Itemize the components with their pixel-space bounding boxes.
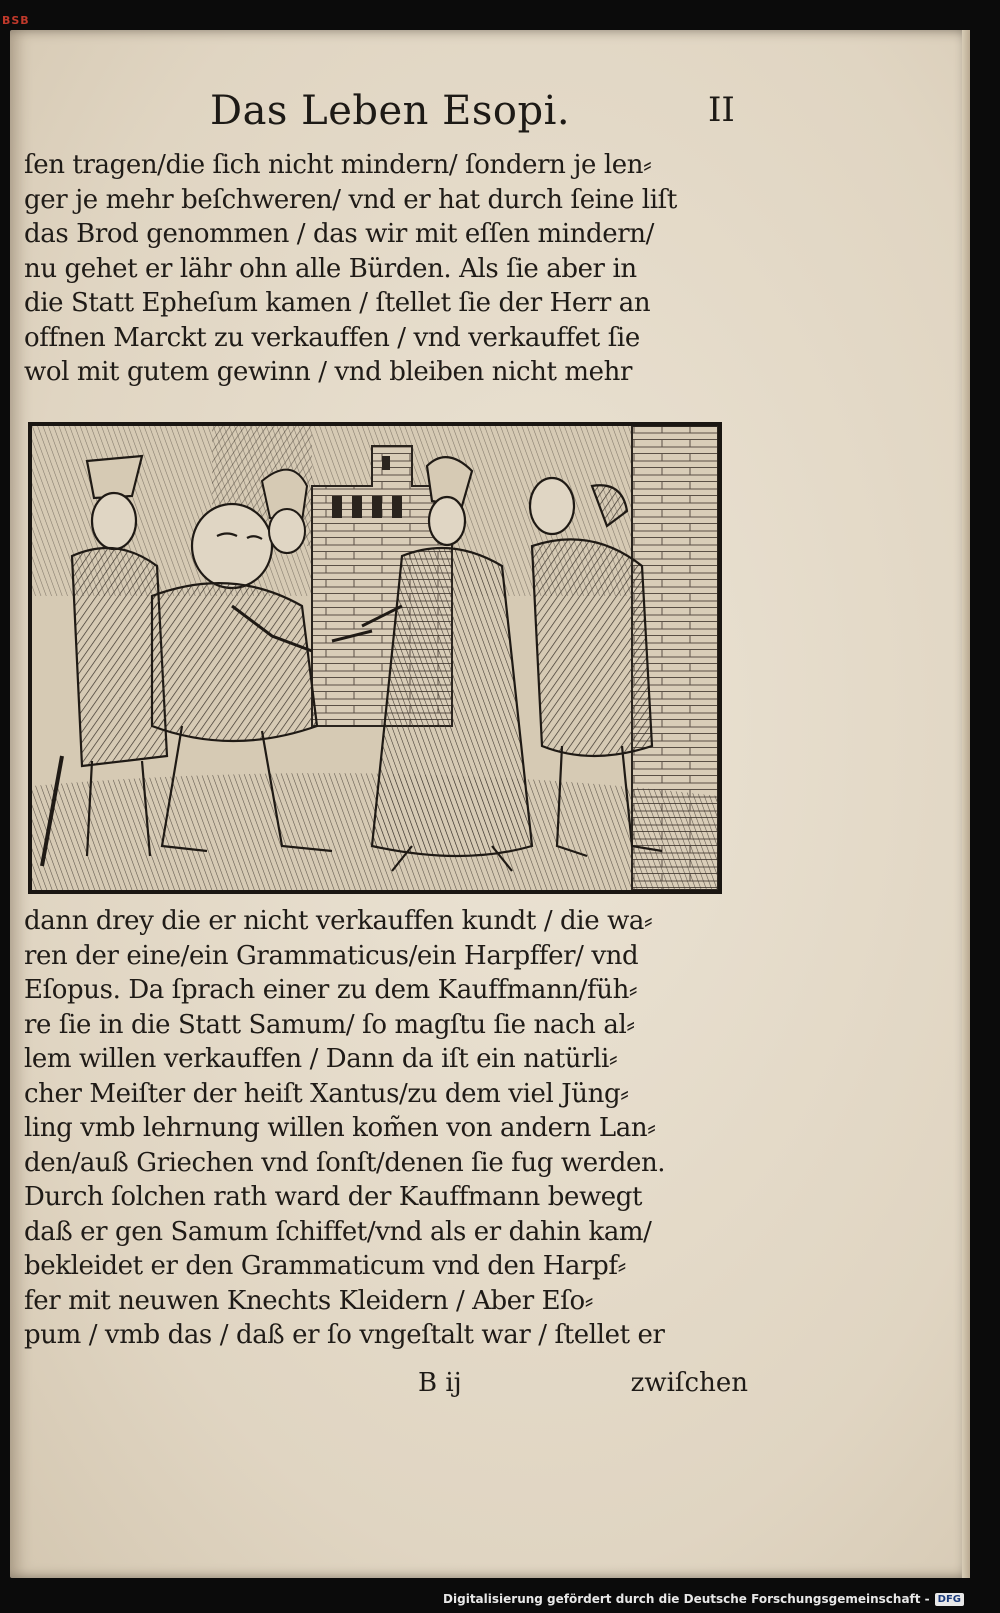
page-edge (962, 30, 970, 1578)
text-line: Eſopus. Da ſprach einer zu dem Kauffmann/füh⸗ (24, 975, 638, 1005)
running-head: Das Leben Esopi. (210, 88, 571, 134)
library-mark: BSB (2, 14, 30, 27)
text-line: Durch ſolchen rath ward der Kauffmann bewegt (24, 1182, 643, 1212)
text-line: die Statt Epheſum kamen / ſtellet ſie der Herr an (24, 288, 651, 318)
text-line: den/auß Griechen vnd ſonſt/denen ſie fug werden. (24, 1147, 666, 1178)
digitization-credit (443, 1592, 964, 1606)
book-page (10, 30, 970, 1578)
text-line: daß er gen Samum ſchiffet/vnd als er dahin kam/ (24, 1216, 652, 1247)
text-line: cher Meiſter der heiſt Xantus/zu dem viel Jüng⸗ (24, 1078, 629, 1109)
text-line: dann drey die er nicht verkauffen kundt / die wa⸗ (24, 906, 653, 936)
text-block-bottom (24, 904, 748, 1353)
signature-mark: B ij (418, 1368, 462, 1398)
text-line: das Brod genommen / das wir mit eſſen mindern/ (24, 219, 655, 249)
credit-text: Digitalisierung gefördert durch die Deutsche Forschungsgemeinschaft - (443, 1592, 930, 1606)
text-line: ren der eine/ein Grammaticus/ein Harpffer/ vnd (24, 940, 639, 971)
text-line: nu gehet er lähr ohn alle Bürden. Als ſie aber in (24, 253, 637, 284)
text-block-top (24, 148, 748, 390)
text-line: ger je mehr beſchweren/ vnd er hat durch ſeine liſt (24, 184, 677, 215)
woodcut-illustration (28, 422, 722, 894)
text-line: ſen tragen/die ſich nicht mindern/ ſondern je len⸗ (24, 150, 652, 180)
text-line: ling vmb lehrnung willen kom̃en von andern Lan⸗ (24, 1113, 656, 1143)
text-line: offnen Marckt zu verkauffen / vnd verkauffet ſie (24, 322, 640, 353)
woodcut-scene (32, 426, 718, 890)
folio-number: II (708, 90, 735, 130)
text-line: bekleidet er den Grammaticum vnd den Harpf⸗ (24, 1251, 626, 1281)
catchword: zwiſchen (630, 1368, 748, 1398)
text-line: re ſie in die Statt Samum/ ſo magſtu ſie nach al⸗ (24, 1009, 635, 1040)
text-line: fer mit neuwen Knechts Kleidern / Aber Eſo⸗ (24, 1285, 593, 1316)
dfg-logo: DFG (935, 1593, 964, 1606)
text-line: pum / vmb das / daß er ſo vngeſtalt war / ſtellet er (24, 1320, 665, 1350)
text-line: lem willen verkauffen / Dann da iſt ein natürli⸗ (24, 1044, 618, 1074)
page-footer-line (24, 1368, 748, 1408)
text-line: wol mit gutem gewinn / vnd bleiben nicht mehr (24, 357, 633, 387)
